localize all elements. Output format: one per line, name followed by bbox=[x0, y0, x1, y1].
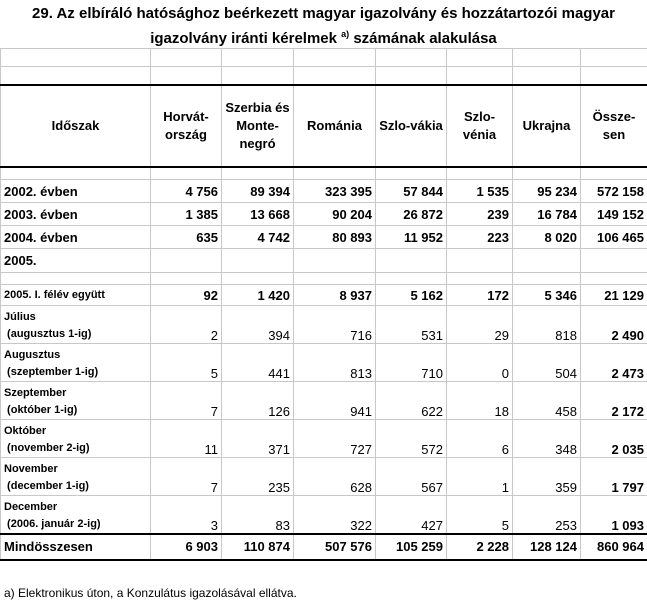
table-cell: 427 bbox=[376, 496, 447, 534]
row-label: 2003. évben bbox=[1, 203, 151, 226]
table-cell: 11 bbox=[151, 420, 222, 458]
table-cell: 1 420 bbox=[222, 285, 294, 306]
month-range: (december 1-ig) bbox=[4, 480, 89, 492]
table-cell: 90 204 bbox=[294, 203, 376, 226]
table-cell: 57 844 bbox=[376, 180, 447, 203]
table-cell: 128 124 bbox=[513, 534, 581, 560]
header-romania: Románia bbox=[294, 85, 376, 167]
table-cell: 223 bbox=[447, 226, 513, 249]
table-cell: 6 bbox=[447, 420, 513, 458]
table-row bbox=[1, 180, 647, 203]
table-cell: 567 bbox=[376, 458, 447, 496]
table-cell: 1 535 bbox=[447, 180, 513, 203]
table-cell: 504 bbox=[513, 344, 581, 382]
spacer-row bbox=[1, 167, 647, 180]
table-row bbox=[1, 249, 647, 273]
header-period: Időszak bbox=[1, 85, 151, 167]
table-cell: 106 465 bbox=[581, 226, 647, 249]
table-cell: 531 bbox=[376, 306, 447, 344]
table-row bbox=[1, 285, 647, 306]
table-cell: 126 bbox=[222, 382, 294, 420]
table-cell: 813 bbox=[294, 344, 376, 382]
table-cell: 2 035 bbox=[581, 420, 647, 458]
table-row bbox=[1, 344, 647, 382]
table-cell: 458 bbox=[513, 382, 581, 420]
header-row bbox=[1, 85, 647, 167]
row-label: 2005. bbox=[1, 249, 151, 273]
table-cell: 2 172 bbox=[581, 382, 647, 420]
table-cell: 441 bbox=[222, 344, 294, 382]
table-cell: 105 259 bbox=[376, 534, 447, 560]
table-title bbox=[0, 0, 647, 48]
table-cell: 149 152 bbox=[581, 203, 647, 226]
table-cell: 253 bbox=[513, 496, 581, 534]
month-range: (november 2-ig) bbox=[4, 442, 90, 454]
table-cell: 394 bbox=[222, 306, 294, 344]
header-ukrajna: Ukrajna bbox=[513, 85, 581, 167]
table-cell: 1 797 bbox=[581, 458, 647, 496]
table-cell: 18 bbox=[447, 382, 513, 420]
row-label: Mindösszesen bbox=[1, 534, 151, 560]
table-cell: 4 756 bbox=[151, 180, 222, 203]
table-cell: 5 162 bbox=[376, 285, 447, 306]
table-cell: 322 bbox=[294, 496, 376, 534]
table-cell: 507 576 bbox=[294, 534, 376, 560]
month-name: November bbox=[4, 463, 58, 475]
table-cell: 2 490 bbox=[581, 306, 647, 344]
month-range: (október 1-ig) bbox=[4, 404, 78, 416]
table-cell: 628 bbox=[294, 458, 376, 496]
table-cell: 941 bbox=[294, 382, 376, 420]
table-cell: 16 784 bbox=[513, 203, 581, 226]
table-cell: 716 bbox=[294, 306, 376, 344]
table-cell: 92 bbox=[151, 285, 222, 306]
table-cell: 26 872 bbox=[376, 203, 447, 226]
table-cell: 89 394 bbox=[222, 180, 294, 203]
table-cell: 860 964 bbox=[581, 534, 647, 560]
table-cell: 110 874 bbox=[222, 534, 294, 560]
table-cell: 5 bbox=[151, 344, 222, 382]
table-row bbox=[1, 306, 647, 344]
table-cell: 0 bbox=[447, 344, 513, 382]
table-row bbox=[1, 420, 647, 458]
month-range: (2006. január 2-ig) bbox=[4, 517, 101, 530]
table-cell: 239 bbox=[447, 203, 513, 226]
table-cell: 1 093 bbox=[581, 496, 647, 534]
statistics-table bbox=[0, 48, 647, 561]
table-row bbox=[1, 203, 647, 226]
row-label: 2005. I. félév együtt bbox=[1, 285, 151, 306]
table-cell: 818 bbox=[513, 306, 581, 344]
table-row bbox=[1, 226, 647, 249]
table-cell: 8 020 bbox=[513, 226, 581, 249]
month-range: (szeptember 1-ig) bbox=[4, 366, 99, 378]
table-cell: 13 668 bbox=[222, 203, 294, 226]
month-range: (augusztus 1-ig) bbox=[4, 328, 92, 340]
table-cell: 5 bbox=[447, 496, 513, 534]
table-cell: 710 bbox=[376, 344, 447, 382]
table-cell: 29 bbox=[447, 306, 513, 344]
row-label: 2002. évben bbox=[1, 180, 151, 203]
total-row bbox=[1, 534, 647, 560]
table-cell: 323 395 bbox=[294, 180, 376, 203]
header-szlovakia: Szlo-vákia bbox=[376, 85, 447, 167]
footnote: a) Elektronikus úton, a Konzulátus igazolásával ellátva. bbox=[4, 586, 297, 600]
table-row bbox=[1, 382, 647, 420]
footnote-marker: a) bbox=[341, 29, 350, 39]
table-cell: 2 228 bbox=[447, 534, 513, 560]
table-cell: 572 158 bbox=[581, 180, 647, 203]
table-cell: 7 bbox=[151, 458, 222, 496]
table-cell: 95 234 bbox=[513, 180, 581, 203]
table-cell: 622 bbox=[376, 382, 447, 420]
table-cell: 371 bbox=[222, 420, 294, 458]
month-name: Augusztus bbox=[4, 349, 61, 361]
month-name: Október bbox=[4, 425, 47, 437]
table-cell: 21 129 bbox=[581, 285, 647, 306]
row-label bbox=[1, 458, 151, 496]
row-label bbox=[1, 306, 151, 344]
table-cell: 1 385 bbox=[151, 203, 222, 226]
table-cell: 359 bbox=[513, 458, 581, 496]
table-cell: 2 bbox=[151, 306, 222, 344]
table-cell: 235 bbox=[222, 458, 294, 496]
table-cell: 2 473 bbox=[581, 344, 647, 382]
header-osszesen: Össze-sen bbox=[581, 85, 647, 167]
table-row bbox=[1, 458, 647, 496]
table-cell: 4 742 bbox=[222, 226, 294, 249]
month-name: Július bbox=[4, 311, 36, 323]
row-label bbox=[1, 420, 151, 458]
table-cell: 727 bbox=[294, 420, 376, 458]
title-line-2: igazolvány iránti kérelmek $^{a)}$ számának alakulása bbox=[150, 29, 497, 47]
table-cell: 5 346 bbox=[513, 285, 581, 306]
title-line-1: 29. Az elbíráló hatósághoz beérkezett magyar igazolvány és hozzátartozói magyar bbox=[32, 5, 615, 22]
spacer-row bbox=[1, 273, 647, 285]
header-szlovenia: Szlo-vénia bbox=[447, 85, 513, 167]
table-cell: 572 bbox=[376, 420, 447, 458]
header-szerbia: Szerbia és Monte-negró bbox=[222, 85, 294, 167]
table-cell: 1 bbox=[447, 458, 513, 496]
table-cell: 83 bbox=[222, 496, 294, 534]
spacer-row bbox=[1, 49, 647, 67]
spacer-row bbox=[1, 67, 647, 85]
table-cell: 6 903 bbox=[151, 534, 222, 560]
header-horvatorszag: Horvát-ország bbox=[151, 85, 222, 167]
row-label: 2004. évben bbox=[1, 226, 151, 249]
month-name: December bbox=[4, 500, 58, 513]
row-label bbox=[1, 496, 151, 534]
table-cell: 8 937 bbox=[294, 285, 376, 306]
table-cell: 3 bbox=[151, 496, 222, 534]
table-cell: 172 bbox=[447, 285, 513, 306]
table-cell: 80 893 bbox=[294, 226, 376, 249]
month-name: Szeptember bbox=[4, 387, 67, 399]
table-cell: 348 bbox=[513, 420, 581, 458]
row-label bbox=[1, 344, 151, 382]
table-row bbox=[1, 496, 647, 534]
table-cell: 11 952 bbox=[376, 226, 447, 249]
row-label bbox=[1, 382, 151, 420]
table-cell: 635 bbox=[151, 226, 222, 249]
table-cell: 7 bbox=[151, 382, 222, 420]
